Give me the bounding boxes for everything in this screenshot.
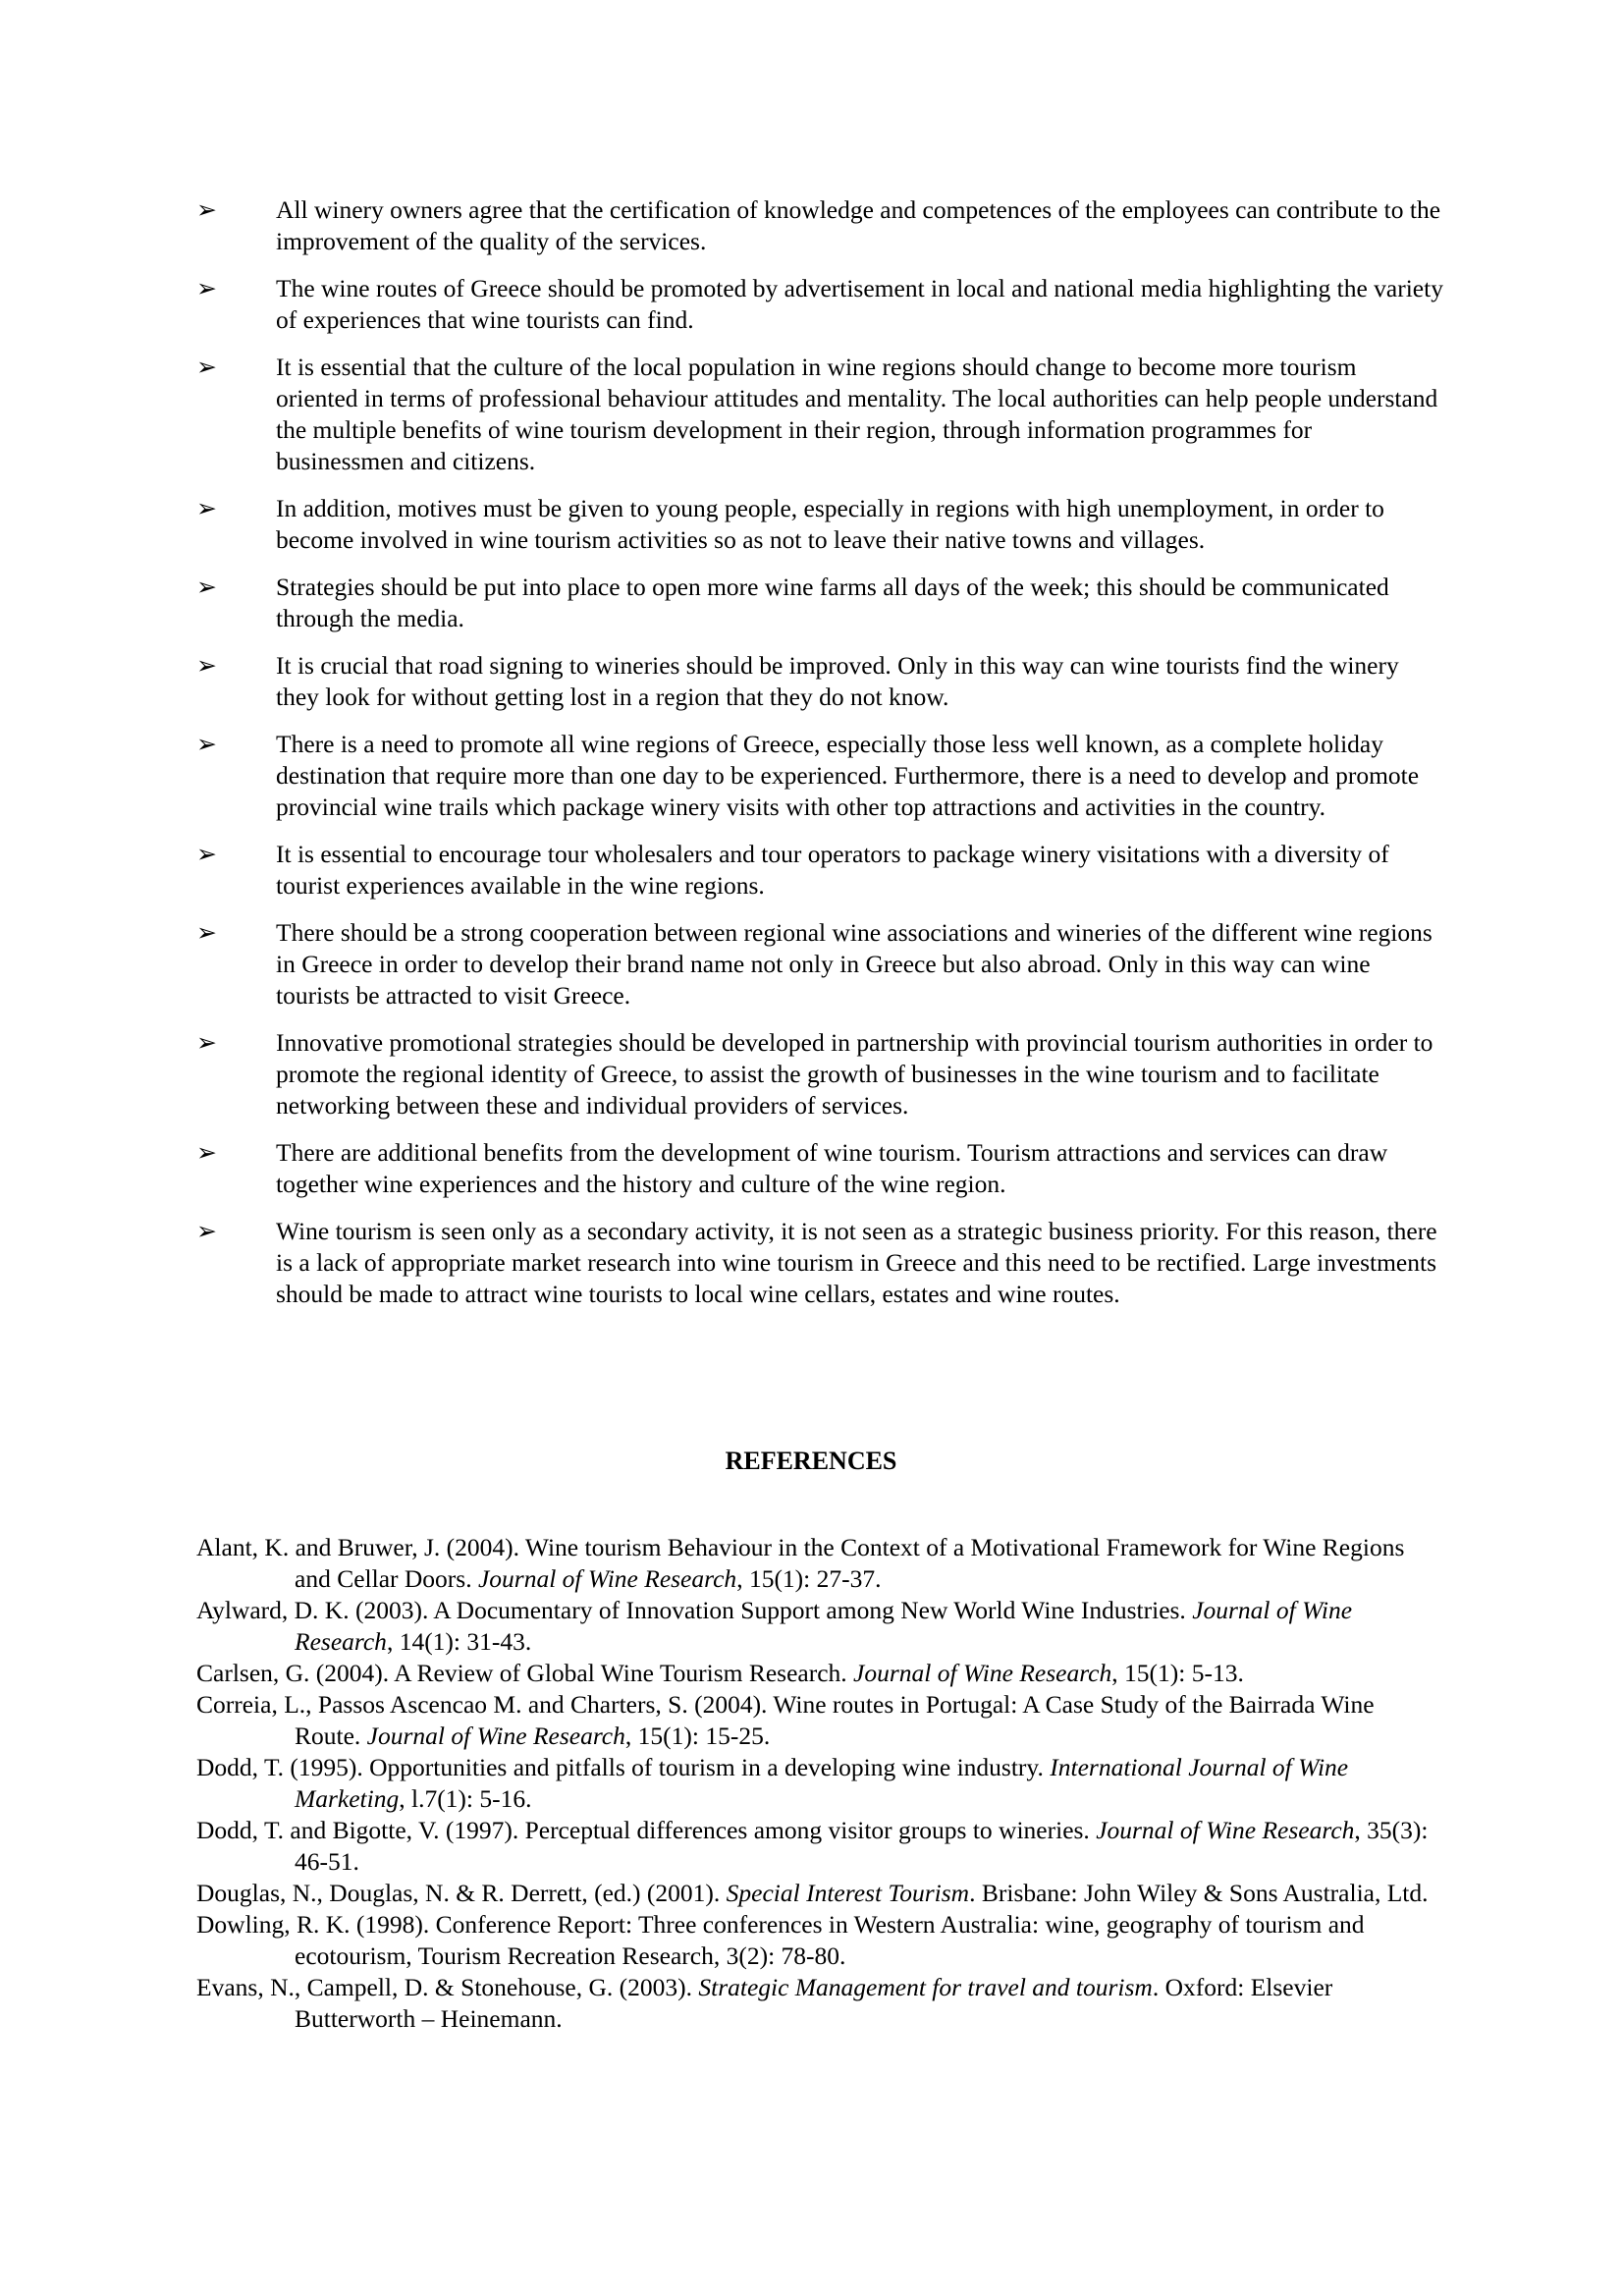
reference-journal: Journal of Wine Research (853, 1659, 1112, 1687)
reference-entry (196, 1595, 1443, 1658)
reference-entry (196, 1532, 1443, 1595)
reference-text: Alant, K. and Bruwer, J. (2004). Wine tourism Behaviour in the Context of a Motivational Framework for Wine Regions and Cellar Doors. (196, 1533, 1405, 1593)
reference-entry (196, 1972, 1443, 2035)
reference-text: Dowling, R. K. (1998). Conference Report: Three conferences in Western Australia: wine, geography of tourism and ecotourism, Tourism Recreation Research, 3(2): 78-80. (196, 1910, 1365, 1970)
reference-journal: Journal of Wine Research (295, 1596, 1353, 1656)
reference-details: . Brisbane: John Wiley & Sons Australia, Ltd. (969, 1879, 1429, 1907)
list-item (196, 1216, 1443, 1310)
list-item-text: Wine tourism is seen only as a secondary activity, it is not seen as a strategic business priority. For this reason, there is a lack of appropriate market research into wine tourism in Greece and this need to be rectified. Large investments should be made to attract wine tourists to local wine cellars, estates and wine routes. (276, 1217, 1437, 1308)
recommendations-list (196, 194, 1443, 1326)
reference-entry (196, 1815, 1443, 1878)
list-item-text: There should be a strong cooperation between regional wine associations and wineries of the different wine regions in Greece in order to develop their brand name not only in Greece but also abroad. Only in this way can wine tourists be attracted to visit Greece. (276, 918, 1433, 1010)
list-item-text: There are additional benefits from the development of wine tourism. Tourism attractions and services can draw together wine experiences and the history and culture of the wine region. (276, 1138, 1388, 1198)
arrow-bullet-icon: ➢ (196, 195, 217, 224)
reference-entry (196, 1909, 1443, 1972)
list-item (196, 194, 1443, 257)
arrow-bullet-icon: ➢ (196, 1028, 217, 1057)
reference-details: , 15(1): 15-25. (624, 1722, 771, 1750)
list-item-text: Strategies should be put into place to open more wine farms all days of the week; this should be communicated through the media. (276, 573, 1389, 632)
reference-entry (196, 1689, 1443, 1752)
list-item-text: Innovative promotional strategies should be developed in partnership with provincial tourism authorities in order to promote the regional identity of Greece, to assist the growth of businesses in the wine tourism and to facilitate networking between these and individual providers of services. (276, 1028, 1433, 1120)
list-item (196, 1137, 1443, 1200)
reference-entry (196, 1752, 1443, 1815)
arrow-bullet-icon: ➢ (196, 1217, 217, 1245)
list-item (196, 729, 1443, 823)
arrow-bullet-icon: ➢ (196, 730, 217, 758)
reference-details: , 14(1): 31-43. (386, 1627, 532, 1656)
arrow-bullet-icon: ➢ (196, 918, 217, 947)
list-item-text: It is essential that the culture of the local population in wine regions should change to become more tourism oriented in terms of professional behaviour attitudes and mentality. The local authorities can help people understand the multiple benefits of wine tourism development in their region, through information programmes for businessmen and citizens. (276, 353, 1438, 475)
reference-text: Dodd, T. and Bigotte, V. (1997). Perceptual differences among visitor groups to wineries. (196, 1816, 1097, 1844)
reference-journal: International Journal of Wine Marketing (295, 1753, 1349, 1813)
list-item (196, 572, 1443, 634)
list-item-text: There is a need to promote all wine regions of Greece, especially those less well known, as a complete holiday destination that require more than one day to be experienced. Furthermore, there is a need to develop and promote provincial wine trails which package winery visits with other top attractions and activities in the country. (276, 730, 1420, 821)
list-item-text: All winery owners agree that the certification of knowledge and competences of the employees can contribute to the improvement of the quality of the services. (276, 195, 1441, 255)
list-item (196, 352, 1443, 477)
reference-text: Dodd, T. (1995). Opportunities and pitfalls of tourism in a developing wine industry. (196, 1753, 1051, 1781)
arrow-bullet-icon: ➢ (196, 573, 217, 601)
reference-details: , 15(1): 27-37. (736, 1564, 882, 1593)
reference-text: Carlsen, G. (2004). A Review of Global Wine Tourism Research. (196, 1659, 854, 1687)
list-item (196, 1027, 1443, 1121)
reference-text: Correia, L., Passos Ascencao M. and Charters, S. (2004). Wine routes in Portugal: A Case Study of the Bairrada Wine Route. (196, 1690, 1375, 1750)
reference-text: Evans, N., Campell, D. & Stonehouse, G. (2003). (196, 1973, 699, 2001)
arrow-bullet-icon: ➢ (196, 353, 217, 381)
reference-details: , l.7(1): 5-16. (399, 1784, 532, 1813)
list-item (196, 273, 1443, 336)
references-heading: REFERENCES (725, 1447, 897, 1475)
arrow-bullet-icon: ➢ (196, 651, 217, 680)
reference-journal: Special Interest Tourism (726, 1879, 970, 1907)
list-item (196, 650, 1443, 713)
list-item-text: It is essential to encourage tour wholesalers and tour operators to package winery visitations with a diversity of tourist experiences available in the wine regions. (276, 840, 1389, 900)
reference-journal: Journal of Wine Research (366, 1722, 625, 1750)
reference-details: . Oxford: Elsevier Butterworth – Heinemann. (295, 1973, 1333, 2033)
reference-journal: Journal of Wine Research (1096, 1816, 1355, 1844)
arrow-bullet-icon: ➢ (196, 274, 217, 302)
arrow-bullet-icon: ➢ (196, 840, 217, 868)
list-item (196, 493, 1443, 556)
list-item (196, 839, 1443, 902)
references-list (196, 1532, 1443, 2035)
reference-details: , 15(1): 5-13. (1111, 1659, 1244, 1687)
reference-journal: Strategic Management for travel and tourism (698, 1973, 1153, 2001)
reference-journal: Journal of Wine Research (477, 1564, 737, 1593)
reference-details: , 35(3): 46-51. (295, 1816, 1429, 1876)
list-item-text: In addition, motives must be given to young people, especially in regions with high unemployment, in order to become involved in wine tourism activities so as not to leave their native towns and villages. (276, 494, 1384, 554)
list-item-text: It is crucial that road signing to wineries should be improved. Only in this way can wine tourists find the winery they look for without getting lost in a region that they do not know. (276, 651, 1399, 711)
list-item (196, 917, 1443, 1011)
arrow-bullet-icon: ➢ (196, 494, 217, 522)
arrow-bullet-icon: ➢ (196, 1138, 217, 1167)
reference-text: Aylward, D. K. (2003). A Documentary of Innovation Support among New World Wine Industries. (196, 1596, 1193, 1624)
reference-entry (196, 1658, 1443, 1689)
reference-text: Douglas, N., Douglas, N. & R. Derrett, (ed.) (2001). (196, 1879, 727, 1907)
list-item-text: The wine routes of Greece should be promoted by advertisement in local and national media highlighting the variety of experiences that wine tourists can find. (276, 274, 1443, 334)
reference-entry (196, 1878, 1443, 1909)
